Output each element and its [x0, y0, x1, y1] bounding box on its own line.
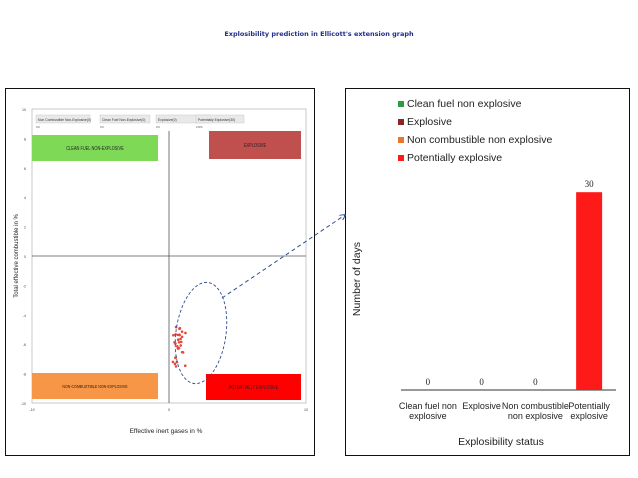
legend-percent: 0%	[156, 126, 160, 129]
y-tick-label: -10	[20, 402, 26, 406]
legend-label: Clean fuel non explosive	[407, 98, 522, 110]
y-axis-label: Number of days	[351, 241, 363, 317]
region-label: NON-COMBUSTIBLE NON-EXPLOSIVE	[62, 383, 128, 390]
region-label: POTENTIALLY EXPLOSIVE	[228, 385, 279, 392]
data-label: 30	[584, 179, 594, 190]
y-axis-label: Total effective combustible in %	[14, 214, 20, 298]
legend-percent: 0%	[100, 126, 104, 129]
y-tick-label: -6	[22, 343, 26, 348]
legend-label: Clean Fuel Non-Explosive(0)	[102, 118, 146, 122]
y-tick-label: -4	[22, 313, 26, 318]
legend-label: Potentially Explosive(30)	[198, 118, 236, 122]
y-tick-label: -2	[22, 284, 26, 289]
legend-percent: 0%	[36, 126, 40, 129]
category-label: Clean fuel non explosive	[398, 401, 457, 421]
legend-label: Non combustible non explosive	[407, 134, 553, 146]
legend-label: Explosive(0)	[158, 118, 177, 122]
data-label: 0	[425, 377, 431, 387]
y-tick-label: 6	[24, 166, 26, 171]
legend-label: Non Combustible Non-Explosive(0)	[38, 118, 91, 122]
category-label: Potentially explosive	[568, 401, 610, 421]
region-label: CLEAN FUEL NON-EXPLOSIVE	[66, 146, 124, 153]
category-label: Explosive	[462, 401, 501, 411]
region-label: EXPLOSIVE	[243, 143, 267, 150]
y-tick-label: 8	[24, 137, 26, 142]
legend-label: Explosive	[407, 116, 452, 128]
y-tick-label: 4	[24, 196, 26, 201]
data-label: 0	[479, 377, 484, 387]
x-tick-label: -10	[29, 408, 35, 412]
x-axis-label: Explosibility status	[458, 436, 544, 448]
x-tick-label: 0	[168, 408, 170, 412]
data-label: 0	[533, 377, 538, 387]
x-tick-label: 10	[304, 408, 308, 412]
legend-percent: 100%	[196, 126, 203, 129]
y-tick-label: 0	[24, 255, 26, 259]
figure-title: Explosibility prediction in Ellicott's extension graph	[224, 30, 414, 38]
legend-label: Potentially explosive	[407, 152, 503, 164]
category-label: Non combustible non explosive	[501, 401, 569, 421]
y-tick-label: 2	[24, 225, 26, 230]
y-tick-label: -8	[22, 372, 26, 377]
x-axis-label: Effective inert gases in %	[129, 428, 203, 435]
y-tick-label: 10	[22, 108, 26, 112]
